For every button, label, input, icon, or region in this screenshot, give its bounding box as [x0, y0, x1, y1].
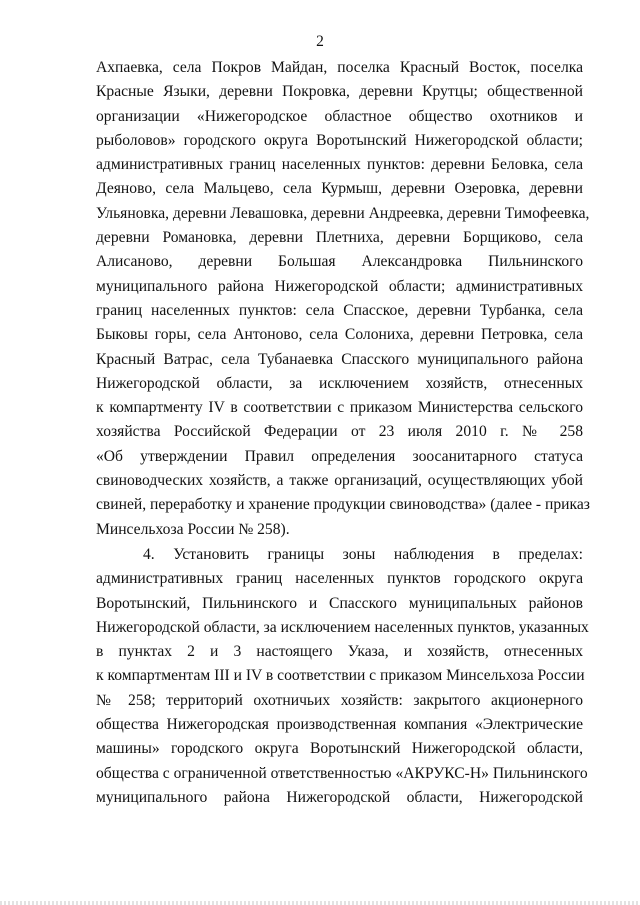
- text-line: Нижегородской области, за исключением населенных пунктов, указанных: [96, 618, 589, 636]
- text-line: муниципального района Нижегородской области; административных: [96, 277, 583, 295]
- text-line: общества с ограниченной ответственностью «АКРУКС-Н» Пильнинского: [96, 764, 588, 782]
- text-line: свиней, переработку и хранение продукции свиноводства» (далее - приказ: [96, 496, 590, 514]
- text-line: деревни Романовка, деревни Плетниха, деревни Борщиково, села: [96, 229, 583, 247]
- text-line: Алисаново, деревни Большая Александровка Пильнинского: [96, 253, 583, 271]
- paragraph-item-4: [96, 543, 589, 810]
- text-line: организации «Нижегородское областное общество охотников и: [96, 107, 583, 125]
- text-line: границ населенных пунктов: села Спасское, деревни Турбанка, села: [96, 301, 583, 319]
- text-line: в пунктах 2 и 3 настоящего Указа, и хозяйств, отнесенных: [96, 643, 583, 661]
- text-line: Ахпаевка, села Покров Майдан, поселка Красный Восток, поселка: [96, 59, 583, 76]
- text-line: к компартментам III и IV в соответствии с приказом Минсельхоза России: [96, 667, 585, 685]
- paragraph-continuation: [96, 56, 590, 542]
- text-line: Минсельхоза России № 258).: [96, 520, 290, 538]
- text-line: хозяйства Российской Федерации от 23 июля 2010 г. № 258: [96, 423, 583, 441]
- text-line: муниципального района Нижегородской области, Нижегородской: [96, 788, 583, 806]
- text-line: машины» городского округа Воротынский Нижегородской области,: [96, 740, 583, 758]
- text-line: к компартменту IV в соответствии с приказом Министерства сельского: [96, 399, 583, 417]
- scan-edge-divider: [0, 901, 640, 905]
- text-line: Ульяновка, деревни Левашовка, деревни Андреевка, деревни Тимофеевка,: [96, 204, 590, 222]
- text-line: 4. Установить границы зоны наблюдения в пределах:: [143, 545, 583, 563]
- text-line: «Об утверждении Правил определения зоосанитарного статуса: [96, 447, 583, 465]
- text-line: Красный Ватрас, села Тубанаевка Спасского муниципального района: [96, 350, 583, 368]
- text-line: Быковы горы, села Антоново, села Солониха, деревни Петровка, села: [96, 326, 583, 344]
- text-line: административных границ населенных пунктов городского округа: [96, 570, 583, 588]
- text-line: общества Нижегородская производственная компания «Электрические: [96, 716, 583, 734]
- text-line: Деяново, села Мальцево, села Курмыш, деревни Озеровка, деревни: [96, 180, 583, 198]
- text-line: свиноводческих хозяйств, а также организаций, осуществляющих убой: [96, 472, 583, 490]
- text-line: административных границ населенных пунктов: деревни Беловка, села: [96, 156, 583, 174]
- text-line: рыболовов» городского округа Воротынский Нижегородской области;: [96, 131, 583, 149]
- text-line: Красные Языки, деревни Покровка, деревни Крутцы; общественной: [96, 83, 583, 101]
- page-number: 2: [316, 33, 324, 50]
- text-line: № 258; территорий охотничьих хозяйств: закрытого акционерного: [96, 691, 583, 709]
- text-line: Нижегородской области, за исключением хозяйств, отнесенных: [96, 374, 583, 392]
- document-body: [96, 56, 590, 810]
- text-line: Воротынский, Пильнинского и Спасского муниципальных районов: [96, 594, 583, 612]
